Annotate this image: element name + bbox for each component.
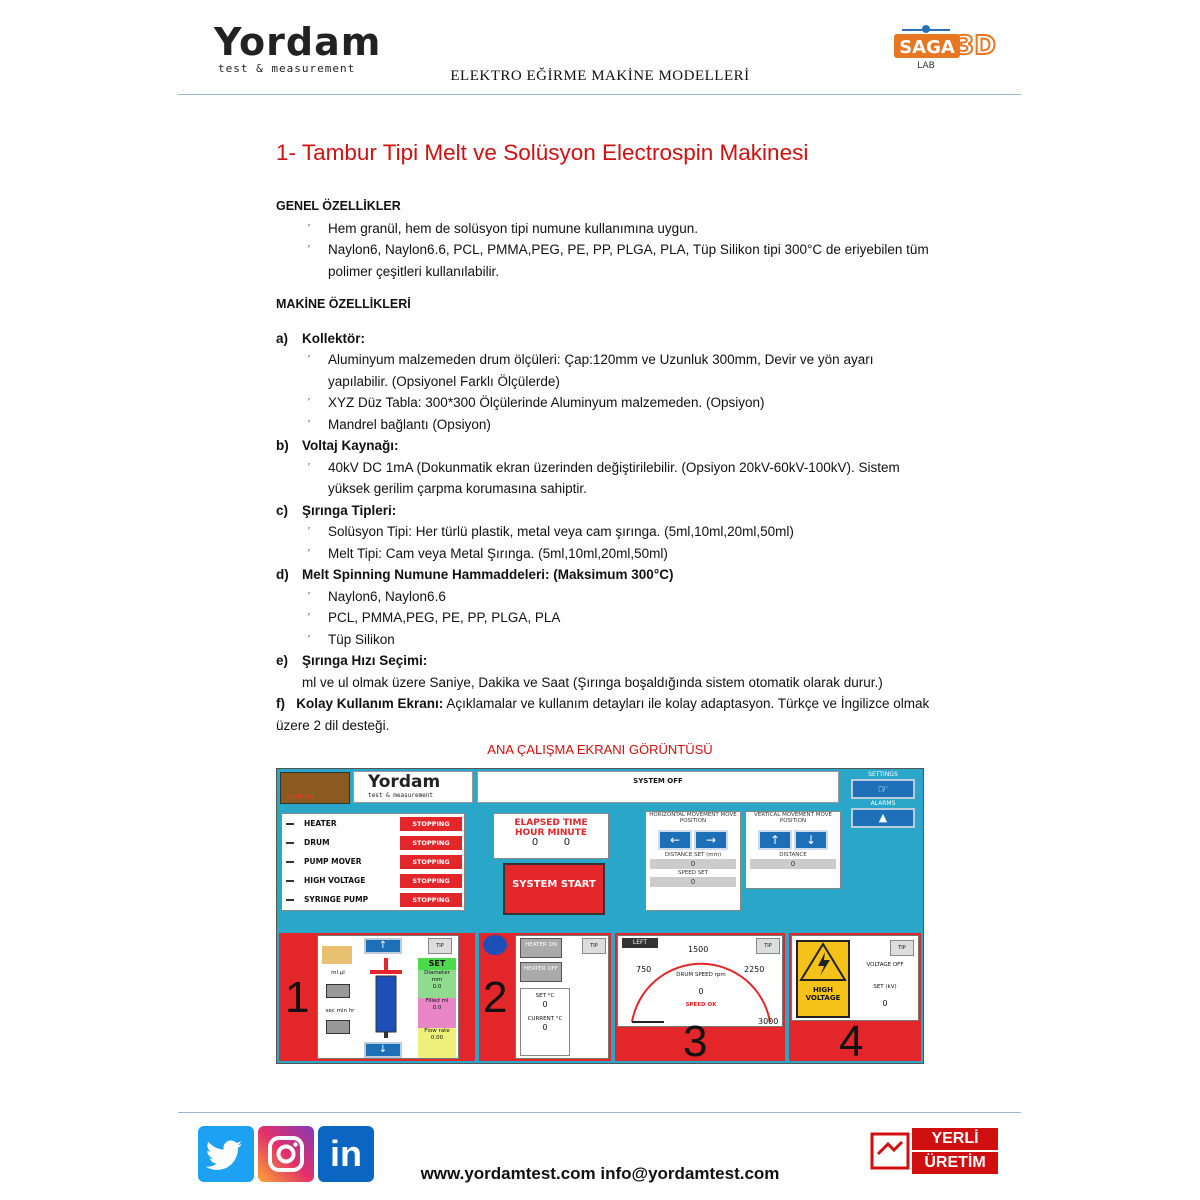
lightning-icon (798, 942, 848, 982)
status-state: STOPPING (400, 893, 462, 907)
syringe-controls (317, 935, 459, 1059)
syringe-panel (279, 933, 475, 1061)
heater-on-button[interactable]: HEATER ON (520, 938, 562, 958)
general-section-title: GENEL ÖZELLİKLER (276, 199, 401, 213)
unit-toggle[interactable] (326, 984, 350, 998)
subsection-b (276, 435, 936, 457)
heading-number: 1- (276, 140, 297, 165)
system-start-button[interactable]: SYSTEM START (503, 863, 605, 915)
saga-3d-lab-logo (892, 22, 996, 74)
heater-controls (515, 935, 609, 1059)
alarms-button[interactable]: ▲ (851, 808, 915, 828)
header-divider (178, 94, 1021, 95)
lamp-indicator[interactable] (280, 772, 350, 804)
panel-number: 3 (683, 1017, 708, 1064)
linkedin-icon[interactable]: in (318, 1126, 374, 1182)
tip-button[interactable]: TIP (890, 940, 914, 956)
hmi-logo-name: Yordam (368, 772, 441, 792)
horizontal-title: HORIZONTAL MOVEMENT MOVE POSITION (649, 812, 737, 824)
move-down-button[interactable]: ↓ (794, 830, 828, 850)
gauge-tick: 1500 (688, 945, 709, 954)
subsection-key: f) (276, 696, 285, 711)
filled-field[interactable] (418, 998, 456, 1028)
drum-speed-value[interactable]: 0 (698, 987, 704, 996)
subsection-e (276, 650, 936, 672)
subsection-key: e) (276, 653, 289, 668)
set-temp-label: SET °C (535, 993, 555, 999)
horizontal-distance-input[interactable]: 0 (650, 859, 736, 869)
gauge-tick: 2250 (744, 965, 765, 974)
list-item: ′ PCL, PMMA,PEG, PE, PP, PLGA, PLA (276, 607, 936, 629)
filled-value: 0.0 (432, 1005, 442, 1011)
vertical-distance-label: DISTANCE (779, 852, 807, 858)
move-right-button[interactable]: → (694, 830, 728, 850)
badge-line-2: ÜRETİM (912, 1152, 998, 1174)
drum-speed-gauge (624, 946, 778, 1026)
voltage-controls (791, 935, 919, 1021)
tip-button[interactable]: TIP (756, 938, 780, 954)
voltage-status: VOLTAGE OFF (866, 962, 904, 968)
current-temp-label: CURRENT °C (527, 1016, 563, 1022)
heater-off-button[interactable]: HEATER OFF (520, 962, 562, 982)
diameter-field[interactable] (418, 970, 456, 998)
hmi-screen (276, 768, 924, 1064)
status-state: STOPPING (400, 855, 462, 869)
list-item: ′ XYZ Düz Tabla: 300*300 Ölçülerinde Aluminyum malzemeden. (Opsiyon) (276, 392, 936, 414)
status-row (284, 873, 464, 889)
unit-selector[interactable]: ml µl (331, 970, 345, 976)
materials-list (276, 586, 936, 651)
time-toggle[interactable] (326, 1020, 350, 1034)
move-left-button[interactable]: ← (658, 830, 692, 850)
status-row (284, 892, 464, 908)
voltage-set-value[interactable]: 0 (882, 999, 888, 1008)
gauge-tick: 750 (636, 965, 652, 974)
alarms-label: ALARMS (870, 800, 896, 807)
set-temp-value[interactable]: 0 (542, 1000, 548, 1009)
status-name: DRUM (304, 838, 330, 847)
vertical-distance-input[interactable]: 0 (750, 859, 836, 869)
flow-rate-label: Flow rate (424, 1028, 450, 1034)
status-name: SYRINGE PUMP (304, 895, 369, 904)
document-body (276, 136, 936, 736)
heater-icon (483, 935, 507, 955)
direction-left-button[interactable]: LEFT (622, 938, 658, 948)
system-status: SYSTEM OFF (477, 771, 839, 803)
subsection-title: Kolay Kullanım Ekranı: (296, 696, 444, 711)
contact-info[interactable]: www.yordamtest.com info@yordamtest.com (420, 1164, 780, 1183)
svg-text:3D: 3D (956, 31, 996, 61)
svg-text:SAGA: SAGA (899, 37, 955, 58)
subsection-title: Kollektör: (302, 330, 366, 346)
heater-panel (479, 933, 611, 1061)
drum-speed-label: DRUM SPEED rpm (676, 972, 726, 978)
syringe-up-button[interactable]: ↑ (364, 938, 402, 954)
elapsed-title: ELAPSED TIME (514, 818, 588, 828)
move-up-button[interactable]: ↑ (758, 830, 792, 850)
subsection-c (276, 500, 936, 522)
subsection-key: b) (276, 438, 289, 453)
list-item: ′ Tüp Silikon (276, 629, 936, 651)
status-name: PUMP MOVER (304, 857, 362, 866)
flow-rate-value: 0.00 (430, 1035, 444, 1041)
syringe-speed-text: ml ve ul olmak üzere Saniye, Dakika ve Saat (Şırınga boşaldığında sistem otomatik olarak durur.) (302, 674, 883, 690)
subsection-title: Melt Spinning Numune Hammaddeleri: (Maksimum 300°C) (302, 567, 674, 582)
heading-text: Tambur Tipi Melt ve Solüsyon Electrospin Makinesi (301, 140, 809, 165)
status-name: HEATER (304, 819, 337, 828)
machine-section-title: MAKİNE ÖZELLİKLERİ (276, 297, 411, 311)
elapsed-time-box (493, 813, 609, 859)
panel-number: 1 (285, 973, 310, 1022)
high-voltage-sign (796, 940, 850, 1018)
subsection-a (276, 328, 936, 350)
subsection-f (276, 693, 936, 736)
logo-name: Yordam (214, 20, 382, 64)
filled-label: Filled ml (425, 998, 449, 1004)
drum-panel (615, 933, 785, 1064)
temperature-box (520, 988, 570, 1056)
vertical-title: VERTICAL MOVEMENT MOVE POSITION (754, 812, 832, 824)
syringe-down-button[interactable]: ↓ (364, 1042, 402, 1058)
subsection-key: c) (276, 502, 289, 518)
list-item: ′ Naylon6, Naylon6.6, PCL, PMMA,PEG, PE, PP, PLGA, PLA, Tüp Silikon tipi 300°C de eriyebilen tüm polimer çeşitleri kullanılabilir. (276, 239, 936, 282)
list-item: ′ Mandrel bağlantı (Opsiyon) (276, 414, 936, 436)
horizontal-speed-label: SPEED SET (677, 870, 709, 876)
hmi-logo-tagline: test & measurement (368, 792, 434, 799)
settings-label: SETTINGS (868, 771, 898, 778)
horizontal-speed-input[interactable]: 0 (650, 877, 736, 887)
status-state: STOPPING (400, 874, 462, 888)
list-item: ′ Hem granül, hem de solüsyon tipi numune kullanımına uygun. (276, 218, 936, 240)
subsection-title: Şırınga Hızı Seçimi: (302, 653, 428, 668)
tip-button[interactable]: TIP (582, 938, 606, 954)
flow-rate-field[interactable] (418, 1028, 456, 1058)
diameter-value: 0.0 (432, 984, 442, 990)
gauge-tick: 3000 (758, 1017, 779, 1026)
lamp-label: LAMP ON (287, 794, 315, 801)
drum-gauge-box (617, 935, 783, 1027)
status-state: STOPPING (400, 836, 462, 850)
speed-ok-indicator: SPEED OK (685, 1002, 717, 1008)
ease-of-use-text: Açıklamalar ve kullanım detayları ile kolay adaptasyon. Türkçe ve İngilizce olmak üzere 2 dil desteği. (276, 696, 930, 733)
document-header-title: ELEKTRO EĞİRME MAKİNE MODELLERİ (450, 68, 750, 84)
voltage-panel (789, 933, 921, 1064)
diameter-label: Diameter mm (424, 970, 450, 983)
elapsed-sub: HOUR MINUTE (515, 828, 587, 838)
panel-number: 2 (483, 973, 508, 1022)
subsection-d (276, 564, 936, 586)
badge-line-1: YERLİ (912, 1128, 998, 1150)
status-row (284, 835, 464, 851)
svg-text:LAB: LAB (917, 61, 935, 71)
page-title (276, 136, 936, 170)
hmi-logo (353, 771, 473, 803)
settings-area (845, 771, 921, 837)
list-item: ′ Aluminyum malzemeden drum ölçüleri: Çap:120mm ve Uzunluk 300mm, Devir ve yön ayarı yapılabilir. (Opsiyonel Farklı Ölçülerde) (276, 349, 936, 392)
list-item: ′ Solüsyon Tipi: Her türlü plastik, metal veya cam şırınga. (5ml,10ml,20ml,50ml) (276, 521, 936, 543)
ruler-icon (322, 946, 352, 964)
elapsed-minute: 0 (563, 837, 571, 848)
voltage-list (276, 457, 936, 500)
status-row (284, 816, 464, 832)
elapsed-hour: 0 (531, 837, 539, 848)
list-item: ′ Melt Tipi: Cam veya Metal Şırınga. (5ml,10ml,20ml,50ml) (276, 543, 936, 565)
status-panel (281, 813, 465, 911)
time-unit-selector[interactable]: sec min hr (325, 1008, 355, 1014)
set-button[interactable]: SET (418, 958, 456, 970)
status-name: HIGH VOLTAGE (304, 876, 366, 885)
horizontal-distance-label: DISTANCE SET (mm) (664, 852, 722, 858)
high-voltage-label: HIGH VOLTAGE (805, 986, 841, 1002)
logo-tagline: test & measurement (218, 62, 356, 75)
status-row (284, 854, 464, 870)
list-item: ′ Naylon6, Naylon6.6 (276, 586, 936, 608)
general-list (276, 218, 936, 283)
subsection-title: Şırınga Tipleri: (302, 502, 397, 518)
subsection-key: d) (276, 567, 289, 582)
tip-button[interactable]: TIP (428, 938, 452, 954)
panel-number: 4 (839, 1017, 864, 1064)
list-item: ′ 40kV DC 1mA (Dokunmatik ekran üzerinden değiştirilebilir. (Opsiyon 20kV-60kV-100kV). Sistem yüksek gerilim çarpma korumasına sahiptir. (276, 457, 936, 500)
current-temp-value: 0 (542, 1023, 548, 1032)
horizontal-movement-panel (645, 811, 741, 911)
syringe-list (276, 521, 936, 564)
vertical-movement-panel (745, 811, 841, 889)
subsection-title: Voltaj Kaynağı: (302, 438, 399, 453)
screen-caption: ANA ÇALIŞMA EKRANI GÖRÜNTÜSÜ (487, 742, 713, 757)
status-state: STOPPING (400, 817, 462, 831)
subsection-key: a) (276, 330, 289, 346)
syringe-icon (366, 956, 406, 1038)
settings-button[interactable]: ☞ (851, 779, 915, 799)
voltage-set-label: SET (kV) (873, 984, 897, 990)
collector-list (276, 349, 936, 435)
footer-divider (178, 1112, 1021, 1113)
